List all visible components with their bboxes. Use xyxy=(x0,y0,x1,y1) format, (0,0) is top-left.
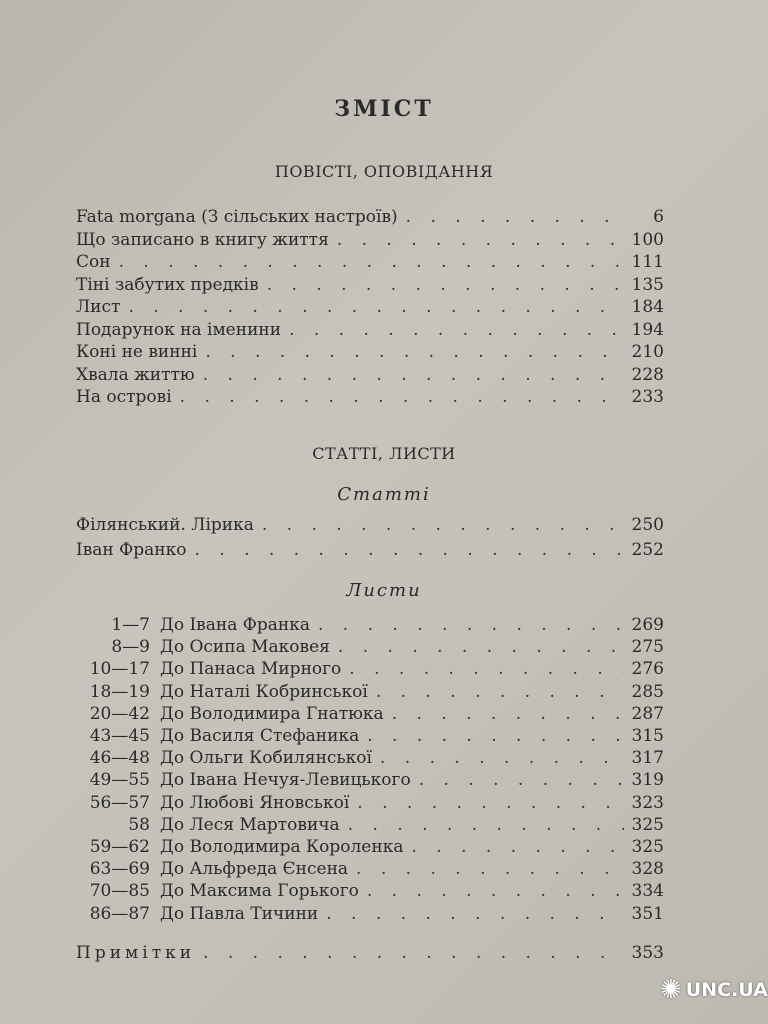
letter-number: 58 xyxy=(128,814,150,835)
toc-row xyxy=(76,296,664,318)
toc-page: 317 xyxy=(631,748,664,769)
toc-title: До Ольги Кобилянської xyxy=(160,748,372,769)
toc-row xyxy=(76,681,664,703)
toc-row xyxy=(76,880,664,902)
star-burst-icon: ✺ xyxy=(660,975,682,1005)
subheading-letters: Листи xyxy=(346,580,422,601)
letter-number: 18—19 xyxy=(89,681,150,702)
toc-row xyxy=(76,792,664,814)
toc-row xyxy=(76,341,664,363)
toc-page: 328 xyxy=(631,859,664,880)
toc-row xyxy=(76,229,664,251)
leader-dots xyxy=(341,658,624,680)
toc-title: Іван Франко xyxy=(76,540,187,560)
toc-page: 315 xyxy=(631,726,664,746)
toc-page: 100 xyxy=(631,229,664,250)
leader-dots xyxy=(348,858,624,880)
toc-row xyxy=(76,814,664,836)
toc-title: Коні не винні xyxy=(76,342,198,362)
toc-page: 334 xyxy=(631,881,664,902)
toc-row xyxy=(76,539,664,561)
letter-number: 20—42 xyxy=(89,703,150,724)
toc-row xyxy=(76,319,664,341)
leader-dots xyxy=(195,942,624,964)
letter-number: 63—69 xyxy=(89,859,150,880)
toc-page: 6 xyxy=(653,207,664,227)
toc-title: До Панаса Мирного xyxy=(160,659,342,680)
toc-title: До Любові Яновської xyxy=(160,792,350,813)
leader-dots xyxy=(340,814,624,836)
toc-row xyxy=(76,747,664,769)
toc-page: 323 xyxy=(631,792,664,813)
page-title: ЗМІСТ xyxy=(334,96,434,122)
toc-title: Подарунок на іменини xyxy=(76,319,282,340)
toc-title: Fata morgana (З сільських настроїв) xyxy=(76,207,398,227)
toc-title: Хвала життю xyxy=(76,364,195,385)
toc-row xyxy=(76,658,664,680)
section-heading-articles-letters: СТАТТІ, ЛИСТИ xyxy=(312,444,456,463)
leader-dots xyxy=(359,725,624,747)
toc-row xyxy=(76,251,664,273)
toc-title: До Івана Франка xyxy=(160,615,310,635)
letter-number: 49—55 xyxy=(89,770,150,791)
toc-page: 184 xyxy=(631,297,664,317)
toc-page: 233 xyxy=(631,387,664,407)
leader-dots xyxy=(329,229,624,251)
toc-page: 353 xyxy=(631,943,664,963)
toc-page: 269 xyxy=(631,615,664,635)
leader-dots xyxy=(186,539,624,561)
toc-row xyxy=(76,836,664,858)
toc-row xyxy=(76,386,664,408)
letter-number: 59—62 xyxy=(89,837,150,857)
toc-page: 325 xyxy=(631,814,664,835)
section-heading-stories: ПОВІСТІ, ОПОВІДАННЯ xyxy=(274,162,494,181)
toc-title: Лист xyxy=(76,297,121,317)
toc-row xyxy=(76,274,664,296)
toc-title: Примітки xyxy=(76,943,196,963)
letter-number: 70—85 xyxy=(89,881,150,902)
letter-number: 1—7 xyxy=(111,615,150,635)
toc-title: До Павла Тичини xyxy=(160,903,319,924)
toc-page: 210 xyxy=(631,342,664,362)
watermark-text: UNC.UA xyxy=(685,979,768,1001)
toc-title: Тіні забутих предків xyxy=(76,274,259,295)
leader-dots xyxy=(403,836,624,858)
leader-dots xyxy=(384,703,624,725)
letter-number: 8—9 xyxy=(111,637,150,658)
toc-title: До Володимира Гнатюка xyxy=(160,703,384,724)
toc-row xyxy=(76,514,664,536)
toc-row xyxy=(76,614,664,636)
toc-title: На острові xyxy=(76,387,172,407)
leader-dots xyxy=(318,903,624,925)
leader-dots xyxy=(372,747,624,769)
toc-title: До Леся Мартовича xyxy=(160,814,340,835)
letter-number: 43—45 xyxy=(89,726,150,746)
toc-title: До Альфреда Єнсена xyxy=(160,859,349,880)
leader-dots xyxy=(120,296,624,318)
toc-page: 252 xyxy=(631,540,664,560)
leader-dots xyxy=(172,386,624,408)
toc-title: До Максима Горького xyxy=(160,881,359,902)
toc-title: До Василя Стефаника xyxy=(160,726,360,746)
leader-dots xyxy=(398,206,624,228)
toc-row xyxy=(76,858,664,880)
leader-dots xyxy=(111,251,624,273)
leader-dots xyxy=(330,636,624,658)
toc-row xyxy=(76,769,664,791)
toc-row xyxy=(76,206,664,228)
leader-dots xyxy=(195,364,624,386)
toc-page: 351 xyxy=(631,903,664,924)
toc-page: 319 xyxy=(631,770,664,791)
leader-dots xyxy=(254,514,624,536)
toc-page: 135 xyxy=(631,274,664,295)
toc-title: До Івана Нечуя-Левицького xyxy=(160,770,411,791)
toc-page: 287 xyxy=(631,703,664,724)
toc-row xyxy=(76,903,664,925)
leader-dots xyxy=(411,769,624,791)
toc-row xyxy=(76,703,664,725)
leader-dots xyxy=(281,319,624,341)
leader-dots xyxy=(310,614,624,636)
letter-number: 56—57 xyxy=(89,792,150,813)
leader-dots xyxy=(359,880,624,902)
watermark-logo xyxy=(660,970,768,1010)
leader-dots xyxy=(368,681,624,703)
toc-page: 325 xyxy=(631,837,664,857)
toc-title: Сон xyxy=(76,252,111,272)
toc-row xyxy=(76,725,664,747)
letter-number: 46—48 xyxy=(89,748,150,769)
toc-page: 194 xyxy=(631,319,664,340)
toc-page: 111 xyxy=(631,252,664,272)
toc-page: 275 xyxy=(631,637,664,658)
toc-title: До Наталі Кобринської xyxy=(160,681,368,702)
toc-row xyxy=(76,364,664,386)
toc-title: До Осипа Маковея xyxy=(160,637,330,658)
toc-title: Філянський. Лірика xyxy=(76,515,254,535)
leader-dots xyxy=(349,792,624,814)
subheading-articles: Статті xyxy=(337,484,431,505)
toc-title: До Володимира Короленка xyxy=(160,837,404,857)
toc-page: 228 xyxy=(631,364,664,385)
toc-page: 276 xyxy=(631,659,664,680)
toc-row-notes xyxy=(76,942,664,964)
leader-dots xyxy=(197,341,624,363)
letter-number: 10—17 xyxy=(89,659,150,680)
toc-page: 285 xyxy=(631,681,664,702)
letter-number: 86—87 xyxy=(89,903,150,924)
leader-dots xyxy=(259,274,624,296)
toc-row xyxy=(76,636,664,658)
toc-page: 250 xyxy=(631,515,664,535)
toc-title: Що записано в книгу життя xyxy=(76,229,329,250)
